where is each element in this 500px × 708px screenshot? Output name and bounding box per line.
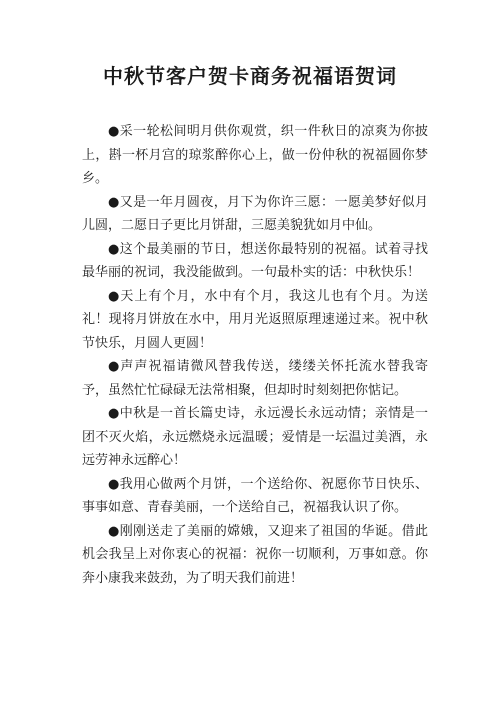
paragraph: ●又是一年月圆夜，月下为你许三愿：一愿美梦好似月儿圆，二愿日子更比月饼甜，三愿美貌犹如月中仙。 <box>82 194 428 233</box>
document-title: 中秋节客户贺卡商务祝福语贺词 <box>103 64 397 88</box>
paragraph: ●天上有个月，水中有个月，我这儿也有个月。为送礼！现将月饼放在水中，用月光返照原理速递过来。祝中秋节快乐，月圆人更圆！ <box>82 288 428 351</box>
document-body <box>82 120 428 590</box>
paragraph: ●这个最美丽的节日，想送你最特别的祝福。试着寻找最华丽的祝词，我没能做到。一句最朴实的话：中秋快乐！ <box>82 241 428 280</box>
paragraph: ●刚刚送走了美丽的嫦娥，又迎来了祖国的华诞。借此机会我呈上对你衷心的祝福：祝你一切顺利，万事如意。你奔小康我来鼓劲，为了明天我们前进！ <box>82 523 428 586</box>
paragraph: ●我用心做两个月饼，一个送给你、祝愿你节日快乐、事事如意、青春美丽，一个送给自己，祝福我认识了你。 <box>82 476 428 515</box>
paragraph: ●采一轮松间明月供你观赏，织一件秋日的凉爽为你披上，斟一杯月宫的琼浆醉你心上，做一份仲秋的祝福圆你梦乡。 <box>82 124 428 186</box>
paragraph: ●声声祝福请微风替我传送，缕缕关怀托流水替我寄予，虽然忙忙碌碌无法常相聚，但却时时刻刻把你惦记。 <box>82 359 428 398</box>
paragraph: ●中秋是一首长篇史诗，永远漫长永远动情；亲情是一团不灭火焰，永远燃烧永远温暖；爱情是一坛温过美酒，永远劳神永远醉心！ <box>82 406 428 468</box>
